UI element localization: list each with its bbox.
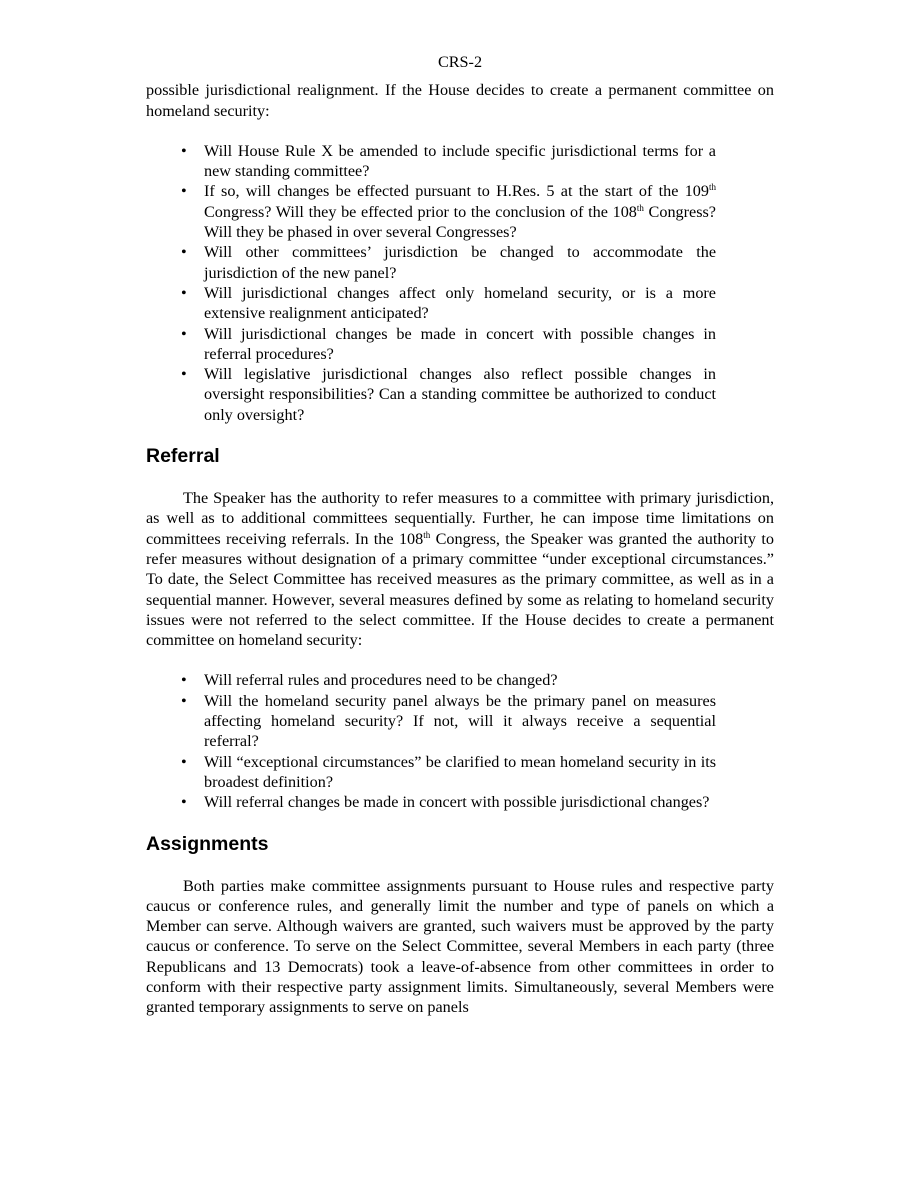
bullet-icon: • — [181, 671, 187, 690]
bullet-icon: • — [181, 243, 187, 262]
assignments-heading: Assignments — [146, 832, 269, 855]
bullet-icon: • — [181, 752, 187, 771]
bullet-icon: • — [181, 691, 187, 710]
intro-paragraph: possible jurisdictional realignment. If the House decides to create a permanent committee on homeland security: — [146, 81, 774, 120]
bullet-icon: • — [181, 283, 187, 302]
referral-paragraph: The Speaker has the authority to refer measures to a committee with primary jurisdiction, as well as to additional committees sequentially. Further, he can impose time limitations on committees receiving referrals. In the 108th Congress, the Speaker was granted the authority to refer measures without designation of a primary committee “under exceptional circumstances.” To date, the Select Committee has received measures as the primary committee, as well as in a sequential manner. However, several measures defined by some as relating to homeland security issues were not referred to the select committee. If the House decides to create a permanent committee on homeland security: — [146, 489, 774, 650]
bullet-icon: • — [181, 793, 187, 812]
list-item: • Will other committees’ jurisdiction be changed to accommodate the jurisdiction of the new panel? — [181, 243, 716, 282]
list-item: • Will “exceptional circumstances” be clarified to mean homeland security in its broadest definition? — [181, 752, 716, 791]
page-number: CRS-2 — [437, 53, 483, 71]
list-item: • Will jurisdictional changes affect only homeland security, or is a more extensive realignment anticipated? — [181, 283, 716, 323]
jurisdiction-question-list — [146, 141, 774, 425]
list-item: • If so, will changes be effected pursuant to H.Res. 5 at the start of the 109th Congress? Will they be effected prior to the conclusion of the 108th Congress? Will they be phased in over several Congresses? — [181, 182, 716, 242]
referral-heading: Referral — [146, 445, 220, 468]
list-item: • Will referral rules and procedures need to be changed? — [181, 671, 558, 690]
bullet-icon: • — [181, 141, 187, 160]
bullet-icon: • — [181, 182, 187, 201]
referral-question-list — [146, 670, 774, 812]
list-item: • Will referral changes be made in concert with possible jurisdictional changes? — [181, 793, 710, 812]
bullet-icon: • — [181, 324, 187, 343]
bullet-icon: • — [181, 365, 187, 384]
assignments-paragraph: Both parties make committee assignments pursuant to House rules and respective party caucus or conference rules, and generally limit the number and type of panels on which a Member can serve. Although waivers are granted, such waivers must be approved by the party caucus or conference. To serve on the Select Committee, several Members in each party (three Republicans and 13 Democrats) took a leave-of-absence from other committees in order to conform with their respective party assignment limits. Simultaneously, several Members were granted temporary assignments to serve on panels — [146, 876, 774, 1017]
list-item: • Will jurisdictional changes be made in concert with possible changes in referral procedures? — [181, 324, 716, 363]
list-item: • Will House Rule X be amended to include specific jurisdictional terms for a new standing committee? — [181, 141, 716, 181]
list-item: • Will legislative jurisdictional changes also reflect possible changes in oversight responsibilities? Can a standing committee be authorized to conduct only oversight? — [181, 365, 716, 424]
document-page — [146, 52, 774, 1018]
list-item: • Will the homeland security panel always be the primary panel on measures affecting homeland security? If not, will it always receive a sequential referral? — [181, 691, 716, 751]
